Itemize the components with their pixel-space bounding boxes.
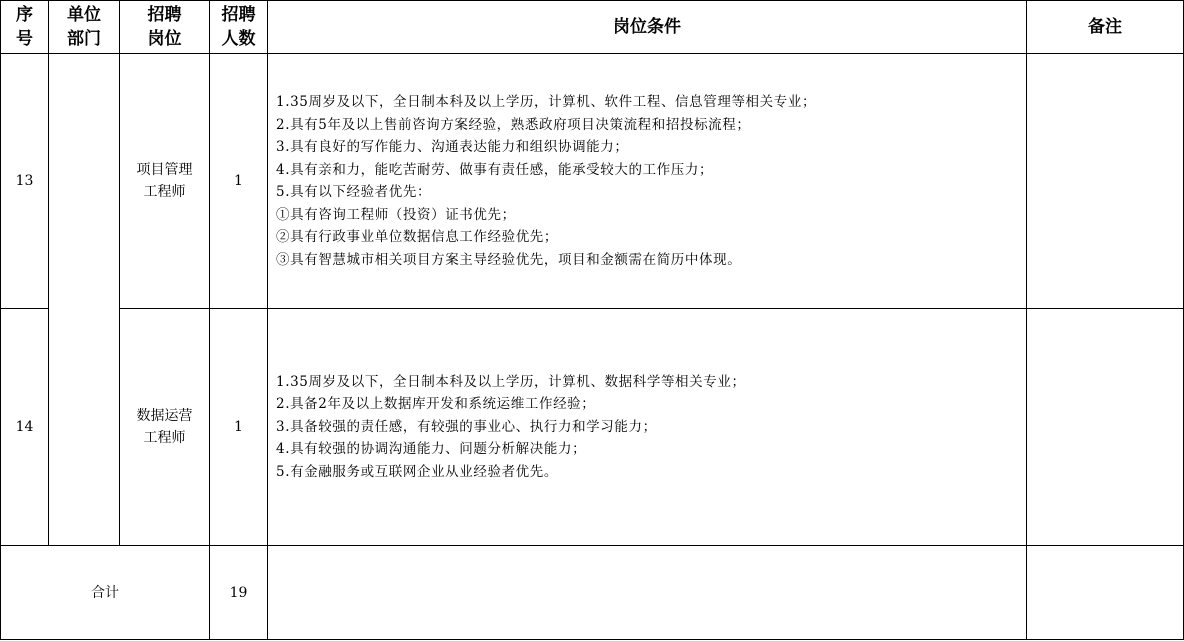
table-row	[1, 54, 1184, 309]
header-count-line-1: 招聘	[221, 5, 256, 25]
row-position-line-1: 项目管理	[136, 162, 193, 178]
row-position-line-2: 工程师	[143, 184, 186, 200]
row-position-line-2: 工程师	[143, 430, 186, 446]
total-row	[1, 546, 1184, 640]
condition-line: 1.35周岁及以下，全日制本科及以上学历，计算机、软件工程、信息管理等相关专业；	[276, 94, 817, 110]
header-seq-line-1: 序	[16, 5, 33, 25]
row-remarks	[1027, 309, 1184, 546]
header-conditions: 岗位条件	[268, 1, 1027, 54]
row-conditions	[268, 309, 1027, 546]
header-position	[120, 1, 210, 54]
total-count: 19	[210, 546, 268, 640]
row-count: 1	[210, 54, 268, 309]
row-dept	[49, 54, 120, 546]
condition-line: ①具有咨询工程师（投资）证书优先；	[276, 206, 516, 223]
row-position	[120, 54, 210, 309]
condition-line: 4.具有较强的协调沟通能力、问题分析解决能力；	[276, 441, 587, 458]
condition-line: 4.具有亲和力，能吃苦耐劳、做事有责任感，能承受较大的工作压力；	[276, 161, 714, 178]
header-dept-line-2: 部门	[67, 29, 101, 49]
condition-line: 5.有金融服务或互联网企业从业经验者优先。	[276, 463, 558, 480]
condition-line: ②具有行政事业单位数据信息工作经验优先；	[276, 229, 558, 245]
total-remarks	[1027, 546, 1184, 640]
row-count: 1	[210, 309, 268, 546]
total-label: 合计	[1, 546, 210, 640]
row-seq: 14	[1, 309, 49, 546]
condition-line: ③具有智慧城市相关项目方案主导经验优先，项目和金额需在简历中体现。	[276, 251, 742, 268]
header-row	[1, 1, 1184, 54]
row-seq: 13	[1, 54, 49, 309]
table-row	[1, 309, 1184, 546]
row-position	[120, 309, 210, 546]
header-seq	[1, 1, 49, 54]
row-position-line-1: 数据运营	[136, 408, 193, 424]
header-position-line-1: 招聘	[147, 5, 182, 25]
condition-line: 2.具备2年及以上数据库开发和系统运维工作经验；	[276, 396, 596, 413]
header-count-line-2: 人数	[221, 29, 256, 49]
header-remarks: 备注	[1027, 1, 1184, 54]
condition-line: 2.具有5年及以上售前咨询方案经验，熟悉政府项目决策流程和招投标流程；	[276, 116, 751, 133]
row-conditions	[268, 54, 1027, 309]
condition-line: 3.具备较强的责任感，有较强的事业心、执行力和学习能力；	[276, 418, 657, 435]
condition-line: 1.35周岁及以下，全日制本科及以上学历，计算机、数据科学等相关专业；	[276, 373, 746, 390]
condition-line: 5.具有以下经验者优先：	[276, 184, 432, 200]
row-remarks	[1027, 54, 1184, 309]
header-dept-line-1: 单位	[67, 5, 101, 25]
condition-line: 3.具有良好的写作能力、沟通表达能力和组织协调能力；	[276, 139, 629, 155]
header-position-line-2: 岗位	[147, 29, 182, 49]
header-dept	[49, 1, 120, 54]
total-conditions	[268, 546, 1027, 640]
header-count	[210, 1, 268, 54]
header-seq-line-2: 号	[16, 29, 33, 49]
